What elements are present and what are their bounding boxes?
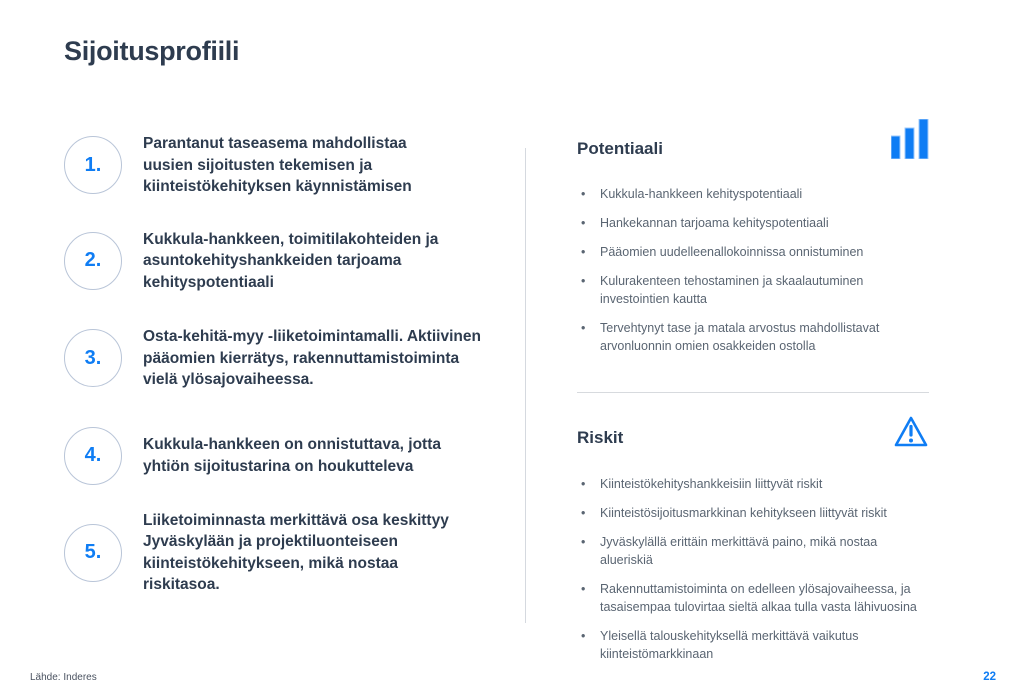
- warning-triangle-icon: [893, 415, 929, 454]
- number-badge: [64, 136, 122, 194]
- bullet-item: • Rakennuttamistoiminta on edelleen ylösajovaiheessa, ja tasaisempaa tulovirtaa sieltä alkaa tulla vasta lähivuosina: [577, 580, 929, 616]
- list-item-text: Kukkula-hankkeen on onnistuttava, jotta yhtiön sijoitustarina on houkutteleva: [143, 436, 441, 475]
- risks-section-header: [577, 421, 929, 454]
- list-item-text: Liiketoiminnasta merkittävä osa keskittyy Jyväskylään ja projektiluonteiseen kiinteistökehitykseen, mikä nostaa riskitasoa.: [143, 511, 449, 593]
- number-label: 3.: [84, 346, 102, 369]
- number-badge: [64, 524, 122, 582]
- bullet-item: • Hankekannan tarjoama kehityspotentiaali: [577, 214, 929, 232]
- number-badge: [64, 427, 122, 485]
- horizontal-divider: [577, 392, 929, 393]
- list-item: [64, 229, 516, 294]
- number-label: 1.: [84, 153, 102, 176]
- potential-bullet-list: [577, 185, 929, 355]
- list-item: [64, 133, 516, 198]
- bullet-item: • Jyväskylällä erittäin merkittävä paino, mikä nostaa alueriskiä: [577, 533, 929, 569]
- risks-bullet-list: [577, 475, 929, 663]
- list-item: [64, 427, 516, 485]
- number-badge: [64, 232, 122, 290]
- bullet-item: • Tervehtynyt tase ja matala arvostus mahdollistavat arvonluonnin omien osakkeiden ostolla: [577, 319, 929, 355]
- bullet-item: • Yleisellä talouskehityksellä merkittävä vaikutus kiinteistömarkkinaan: [577, 627, 929, 663]
- number-badge: [64, 329, 122, 387]
- right-column: [577, 133, 929, 674]
- bullet-item: • Kukkula-hankkeen kehityspotentiaali: [577, 185, 929, 203]
- list-item-text: Osta-kehitä-myy -liiketoimintamalli. Aktiivinen pääomien kierrätys, rakennuttamistoiminta vielä ylösajovaiheessa.: [143, 328, 481, 388]
- bullet-item: • Kiinteistökehityshankkeisiin liittyvät riskit: [577, 475, 929, 493]
- list-item-text: Parantanut taseasema mahdollistaa uusien sijoitusten tekemisen ja kiinteistökehityksen käynnistämisen: [143, 135, 412, 195]
- number-label: 5.: [84, 541, 102, 563]
- numbered-list: [64, 133, 516, 596]
- page-number: 22: [983, 671, 996, 683]
- number-label: 4.: [84, 444, 102, 466]
- number-label: 2.: [84, 249, 102, 272]
- potential-heading: Potentiaali: [577, 138, 663, 158]
- bullet-item: • Kulurakenteen tehostaminen ja skaalautuminen investointien kautta: [577, 272, 929, 308]
- vertical-divider: [525, 148, 526, 623]
- potential-section-header: [577, 133, 929, 164]
- bar-chart-icon: [891, 119, 929, 164]
- risks-heading: Riskit: [577, 427, 624, 447]
- list-item: [64, 326, 516, 391]
- bullet-item: • Kiinteistösijoitusmarkkinan kehitykseen liittyvät riskit: [577, 504, 929, 522]
- bullet-item: • Pääomien uudelleenallokoinnissa onnistuminen: [577, 243, 929, 261]
- list-item-text: Kukkula-hankkeen, toimitilakohteiden ja asuntokehityshankkeiden tarjoama kehityspotentiaali: [143, 230, 439, 291]
- list-item: [64, 510, 516, 596]
- page-title: Sijoitusprofiili: [64, 36, 240, 66]
- footer-source: Lähde: Inderes: [30, 672, 97, 683]
